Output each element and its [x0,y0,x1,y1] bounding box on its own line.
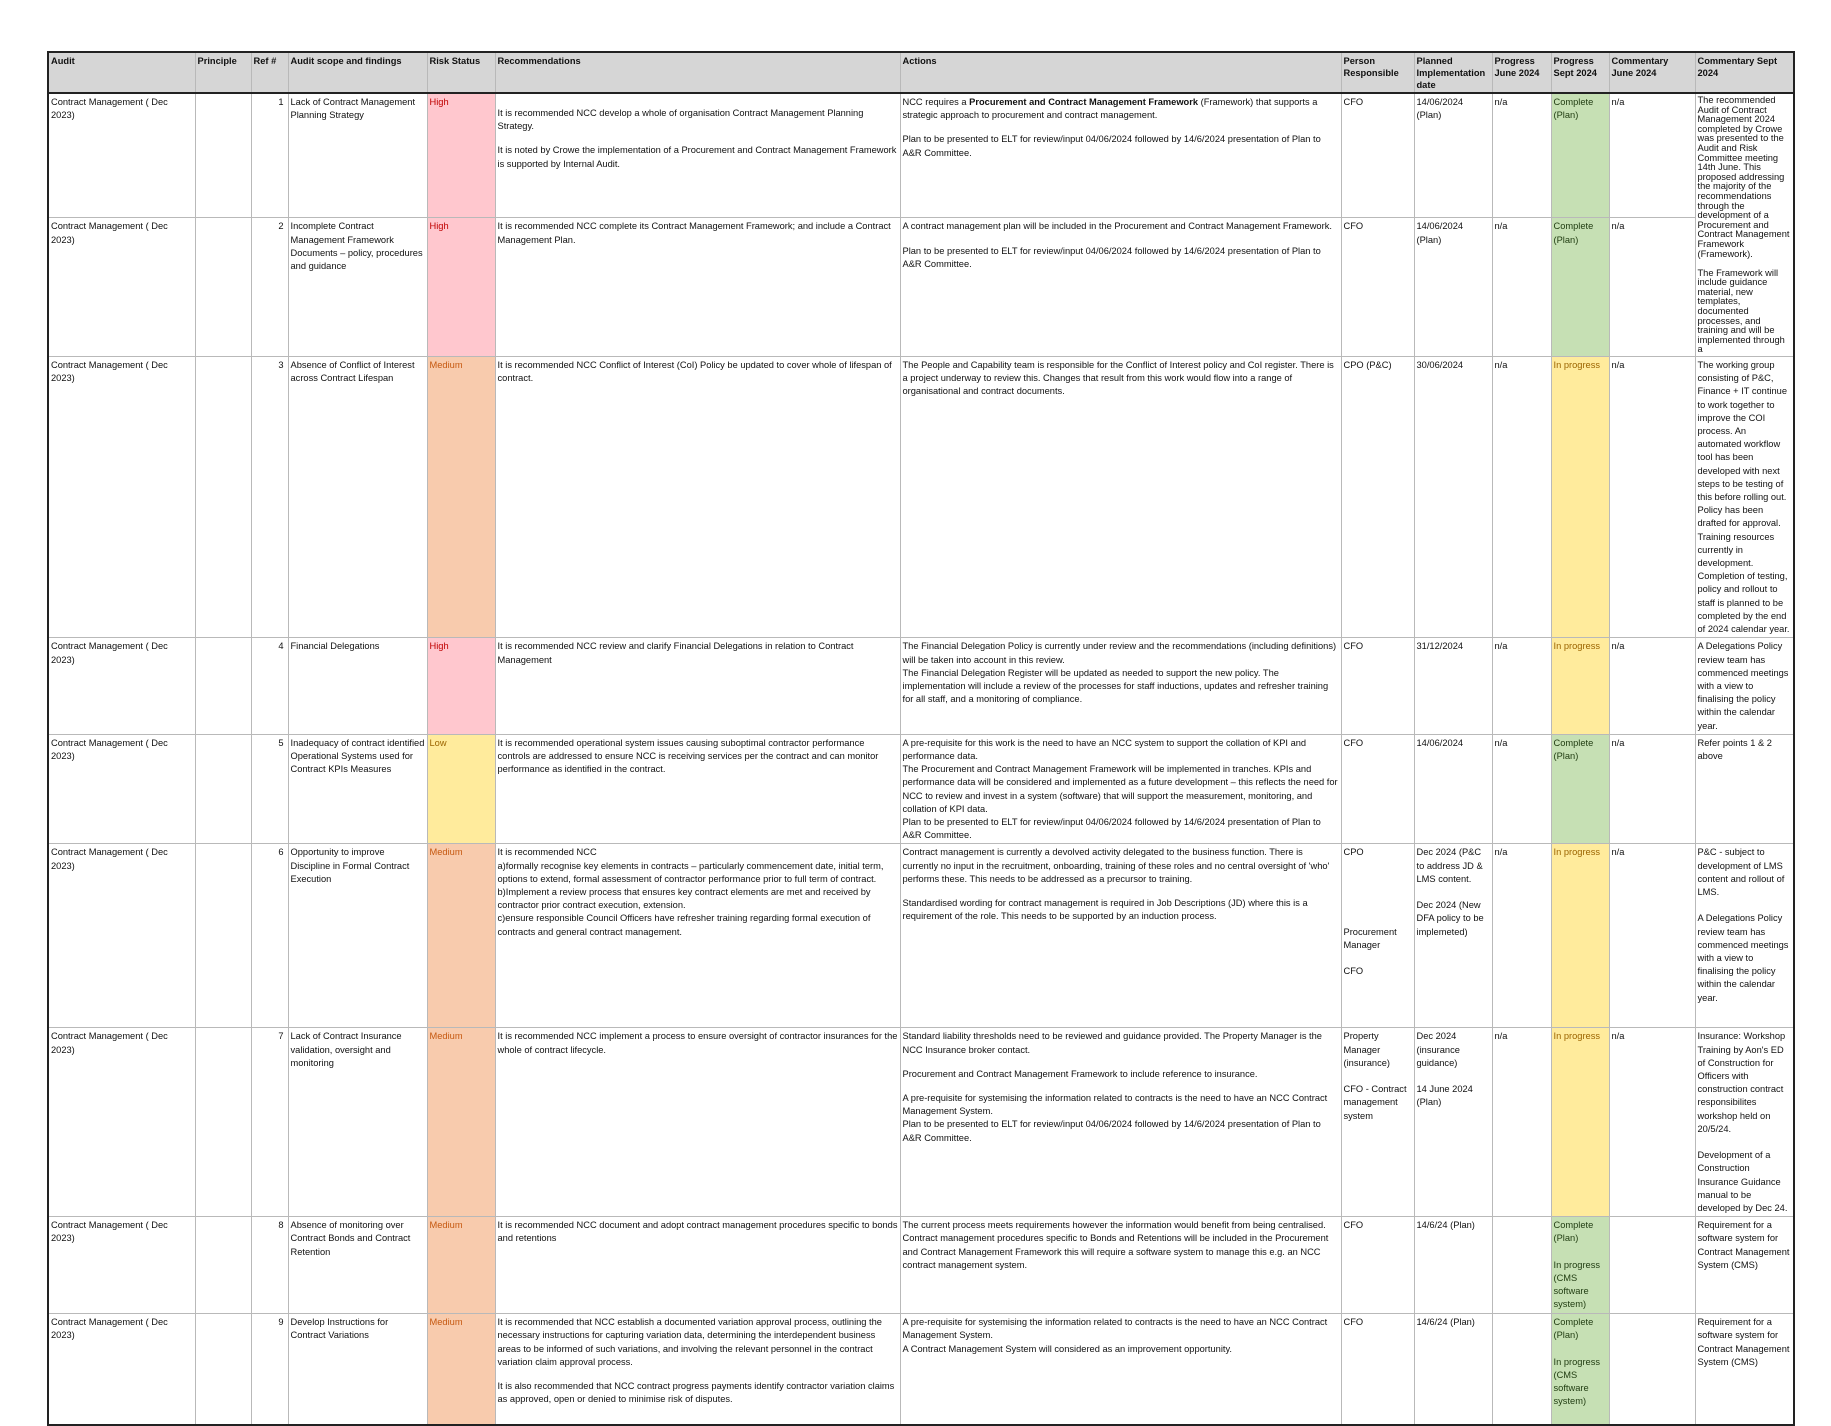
cell-progress-sept[interactable]: Complete (Plan) [1551,218,1609,357]
action-paragraph: Plan to be presented to ELT for review/input 04/06/2024 followed by 14/6/2024 presentation of Plan to A&R Committee. [902,245,1321,269]
cell-commentary-june[interactable]: n/a [1609,218,1695,357]
table-row [48,734,1794,844]
cell-risk-status[interactable]: Medium [427,1028,495,1217]
cell-commentary-june[interactable]: n/a [1609,357,1695,638]
cell-risk-status[interactable]: High [427,93,495,218]
action-paragraph: The Financial Delegation Policy is currently under review and the recommendations (including definitions) will be taken into account in this review. The Financial Delegation Register will be updated as needed to support the new policy. The implementation will include a review of the processes for staff inductions, updates and refresher training for all staff, and a monitoring of compliance. [902,641,1337,705]
cell-audit[interactable]: Contract Management ( Dec 2023) [48,1028,195,1217]
recommendation-paragraph: It is recommended NCC review and clarify Financial Delegations in relation to Contract Management [497,641,854,665]
cell-actions[interactable] [900,638,1341,734]
recommendation-paragraph: It is recommended NCC develop a whole of organisation Contract Management Planning Strategy. [497,108,864,132]
cell-progress-sept[interactable]: Complete (Plan) [1551,734,1609,844]
cell-scope[interactable]: Incomplete Contract Management Framework Documents – policy, procedures and guidance [288,218,427,357]
cell-audit[interactable]: Contract Management ( Dec 2023) [48,844,195,1028]
col-header-progress-june[interactable]: Progress June 2024 [1492,52,1551,93]
cell-planned-date[interactable]: 30/06/2024 [1414,357,1492,638]
cell-scope[interactable]: Financial Delegations [288,638,427,734]
table-row [48,1028,1794,1217]
audit-tracker-table [47,51,1795,1426]
cell-commentary-june[interactable]: n/a [1609,844,1695,1028]
cell-commentary-sept[interactable]: The working group consisting of P&C, Finance + IT continue to work together to improve the COI process. An automated workflow tool has been developed with next steps to be testing of this before rolling out. Policy has been drafted for approval. Training resources currently in development. Completion of testing, policy and rollout to staff is planned to be completed by the end of 2024 calendar year. [1695,357,1794,638]
cell-principle[interactable] [195,638,251,734]
cell-recommendations[interactable] [495,1028,900,1217]
cell-ref[interactable]: 1 [251,93,288,218]
recommendation-paragraph: It is recommended NCC a)formally recognise key elements in contracts – particularly commencement date, initial term, options to extend, formal assessment of contractor performance prior to full term of contract. b)Implement a review process that ensures key contract elements are met and received by contractor prior contract execution, extension. c)ensure responsible Council Officers have refresher training regarding formal execution of contracts and general contract management. [497,847,884,937]
col-header-progress-sept[interactable]: Progress Sept 2024 [1551,52,1609,93]
cell-principle[interactable] [195,1314,251,1425]
cell-audit[interactable]: Contract Management ( Dec 2023) [48,357,195,638]
cell-recommendations[interactable] [495,218,900,357]
cell-actions[interactable] [900,844,1341,1028]
cell-risk-status[interactable]: Low [427,734,495,844]
action-paragraph [903,96,1339,122]
header-row [48,52,1794,93]
cell-progress-sept[interactable]: In progress [1551,1028,1609,1217]
cell-recommendations[interactable] [495,1217,900,1314]
cell-principle[interactable] [195,844,251,1028]
action-paragraph: A pre-requisite for systemising the information related to contracts is the need to have an NCC Contract Management System. Plan to be presented to ELT for review/input 04/06/2024 followed by 14/6/2024 presentation of Plan to A&R Committee. [902,1092,1328,1143]
recommendation-paragraph: It is recommended operational system issues causing suboptimal contractor performance controls are addressed to ensure NCC is receiving services per the contract and can monitor performance as identified in the contract. [497,737,879,775]
cell-recommendations[interactable] [495,1314,900,1425]
cell-commentary-sept[interactable]: Requirement for a software system for Contract Management System (CMS) [1695,1217,1794,1314]
cell-principle[interactable] [195,1028,251,1217]
cell-ref[interactable]: 8 [251,1217,288,1314]
col-header-risk[interactable]: Risk Status [427,52,495,93]
col-header-person[interactable]: Person Responsible [1341,52,1414,93]
cell-progress-sept[interactable]: In progress [1551,844,1609,1028]
col-header-principle[interactable]: Principle [195,52,251,93]
cell-scope[interactable]: Absence of monitoring over Contract Bonds and Contract Retention [288,1217,427,1314]
col-header-recommendations[interactable]: Recommendations [495,52,900,93]
cell-ref[interactable]: 9 [251,1314,288,1425]
cell-person[interactable]: CPO Procurement Manager CFO [1341,844,1414,1028]
table-row [48,1314,1794,1425]
cell-scope[interactable]: Absence of Conflict of Interest across Contract Lifespan [288,357,427,638]
col-header-ref[interactable]: Ref # [251,52,288,93]
recommendation-paragraph: It is recommended NCC Conflict of Interest (CoI) Policy be updated to cover whole of lifespan of contract. [497,360,892,384]
cell-person[interactable]: CFO [1341,218,1414,357]
cell-scope[interactable]: Opportunity to improve Discipline in Formal Contract Execution [288,844,427,1028]
cell-progress-sept[interactable]: Complete (Plan) In progress (CMS software system) [1551,1217,1609,1314]
cell-actions[interactable] [900,357,1341,638]
cell-audit[interactable]: Contract Management ( Dec 2023) [48,734,195,844]
recommendation-paragraph: It is recommended NCC implement a process to ensure oversight of contractor insurances for the whole of contract lifecycle. [497,1031,898,1055]
recommendation-paragraph: It is recommended NCC complete its Contract Management Framework; and include a Contract Management Plan. [497,221,891,245]
cell-recommendations[interactable] [495,844,900,1028]
cell-commentary-june[interactable]: n/a [1609,638,1695,734]
cell-actions[interactable] [900,734,1341,844]
cell-commentary-sept[interactable]: A Delegations Policy review team has commenced meetings with a view to finalising the policy within the calendar year. [1695,638,1794,734]
cell-progress-sept[interactable]: In progress [1551,638,1609,734]
cell-scope[interactable]: Develop Instructions for Contract Variations [288,1314,427,1425]
table-row [48,357,1794,638]
action-bold-text: Procurement and Contract Management Framework [969,97,1199,107]
action-paragraph: Standardised wording for contract management is required in Job Descriptions (JD) where this is a requirement of the role. This needs to be supported by an induction process. [902,897,1308,922]
cell-person[interactable]: CFO [1341,638,1414,734]
cell-progress-sept[interactable]: In progress [1551,357,1609,638]
table-row [48,93,1794,218]
cell-risk-status[interactable]: Medium [427,844,495,1028]
cell-planned-date[interactable]: Dec 2024 (P&C to address JD & LMS content. Dec 2024 (New DFA policy to be implemeted) [1414,844,1492,1028]
action-paragraph: A contract management plan will be included in the Procurement and Contract Management Framework. [902,221,1332,232]
action-text: (Framework) that supports a strategic approach to procurement and contract management. [902,97,1318,121]
cell-person[interactable]: CFO [1341,1314,1414,1425]
cell-planned-date[interactable]: 14/06/2024 [1414,734,1492,844]
cell-progress-june[interactable]: n/a [1492,1028,1551,1217]
table-row [48,638,1794,734]
cell-risk-status[interactable]: Medium [427,1314,495,1425]
cell-principle[interactable] [195,357,251,638]
cell-commentary-sept[interactable]: Requirement for a software system for Contract Management System (CMS) [1695,1314,1794,1425]
action-paragraph: The People and Capability team is responsible for the Conflict of Interest policy and CoI register. There is a project underway to review this. Changes that result from this work would flow into a range of organisational and contract documents. [902,360,1334,397]
cell-audit[interactable]: Contract Management ( Dec 2023) [48,93,195,218]
cell-planned-date[interactable]: 14/6/24 (Plan) [1414,1217,1492,1314]
cell-person[interactable]: CPO (P&C) [1341,357,1414,638]
cell-commentary-sept[interactable]: P&C - subject to development of LMS content and rollout of LMS. A Delegations Policy review team has commenced meetings with a view to finalising the policy within the calendar year. [1695,844,1794,1028]
cell-progress-june[interactable]: n/a [1492,734,1551,844]
cell-ref[interactable]: 3 [251,357,288,638]
cell-ref[interactable]: 7 [251,1028,288,1217]
cell-commentary-june[interactable] [1609,1314,1695,1425]
cell-commentary-june[interactable] [1609,1217,1695,1314]
cell-risk-status[interactable]: Medium [427,1217,495,1314]
cell-risk-status[interactable]: Medium [427,357,495,638]
cell-recommendations[interactable] [495,357,900,638]
cell-person[interactable]: CFO [1341,93,1414,218]
cell-scope[interactable]: Lack of Contract Management Planning Strategy [288,93,427,218]
cell-commentary-sept[interactable]: Refer points 1 & 2 above [1695,734,1794,844]
cell-risk-status[interactable]: High [427,218,495,357]
action-paragraph: A pre-requisite for systemising the information related to contracts is the need to have an NCC Contract Management System. A Contract Management System will considered as an improvement opportunity. [902,1317,1328,1354]
col-header-planned[interactable]: Planned Implementation date [1414,52,1492,93]
cell-actions[interactable] [900,218,1341,357]
cell-audit[interactable]: Contract Management ( Dec 2023) [48,218,195,357]
col-header-audit[interactable]: Audit [48,52,195,93]
action-paragraph: Standard liability thresholds need to be reviewed and guidance provided. The Property Manager is the NCC Insurance broker contact. [902,1031,1322,1055]
cell-ref[interactable]: 2 [251,218,288,357]
cell-recommendations[interactable] [495,734,900,844]
cell-actions[interactable] [900,93,1341,218]
cell-actions[interactable] [900,1028,1341,1217]
cell-progress-june[interactable] [1492,1314,1551,1425]
cell-person[interactable]: CFO [1341,734,1414,844]
recommendation-paragraph: It is noted by Crowe the implementation of a Procurement and Contract Management Framework is supported by Internal Audit. [497,145,897,169]
cell-progress-sept[interactable]: Complete (Plan) In progress (CMS software system) [1551,1314,1609,1425]
cell-audit[interactable]: Contract Management ( Dec 2023) [48,1314,195,1425]
cell-progress-june[interactable]: n/a [1492,357,1551,638]
cell-commentary-june[interactable]: n/a [1609,1028,1695,1217]
action-text: NCC requires a [902,97,970,107]
cell-planned-date[interactable]: 14/6/24 (Plan) [1414,1314,1492,1425]
cell-progress-june[interactable]: n/a [1492,638,1551,734]
cell-person[interactable]: CFO [1341,1217,1414,1314]
recommendation-paragraph: It is also recommended that NCC contract progress payments identify contractor variation claims as approved, open or denied to minimise risk of disputes. [497,1381,895,1405]
cell-progress-june[interactable] [1492,1217,1551,1314]
cell-ref[interactable]: 5 [251,734,288,844]
action-paragraph: Contract management is currently a devolved activity delegated to the business function. There is currently no input in the recruitment, onboarding, training of these roles and no central oversight of 'who' performs these. This needs to be addressed as a precursor to training. [902,847,1330,884]
cell-planned-date[interactable]: 14/06/2024 (Plan) [1414,93,1492,218]
cell-progress-june[interactable]: n/a [1492,844,1551,1028]
cell-actions[interactable] [900,1217,1341,1314]
table-row [48,218,1794,357]
table-row [48,844,1794,1028]
recommendation-paragraph: It is recommended that NCC establish a documented variation approval process, outlining the necessary instructions for capturing variation data, determining the interdependent business areas to be informed of such variations, and involving the relevant personnel in the contract variation claim approval process. [497,1317,882,1367]
cell-principle[interactable] [195,218,251,357]
cell-commentary-june[interactable]: n/a [1609,93,1695,218]
cell-principle[interactable] [195,93,251,218]
action-paragraph: Procurement and Contract Management Framework to include reference to insurance. [902,1068,1258,1079]
cell-person[interactable]: Property Manager (insurance) CFO - Contract management system [1341,1028,1414,1217]
action-paragraph: The current process meets requirements however the information would benefit from being centralised. Contract management procedures specific to Bonds and Retentions will be included in the Procurement and Contract Management Framework this will require a software system to manage this e.g. an NCC contract management system. [902,1220,1329,1270]
cell-recommendations[interactable] [495,638,900,734]
cell-principle[interactable] [195,734,251,844]
col-header-commentary-june[interactable]: Commentary June 2024 [1609,52,1695,93]
cell-scope[interactable]: Inadequacy of contract identified Operational Systems used for Contract KPIs Measures [288,734,427,844]
cell-planned-date[interactable]: 14/06/2024 (Plan) [1414,218,1492,357]
col-header-scope[interactable]: Audit scope and findings [288,52,427,93]
action-paragraph: A pre-requisite for this work is the need to have an NCC system to support the collation of KPI and performance data. The Procurement and Contract Management Framework will be implemented in tranches. KPIs and performance data will be considered and implemented as a future development – this reflects the need for NCC to review and invest in a system (software) that will support the measurement, monitoring, and collation of KPI data. Plan to be presented to ELT for review/input 04/06/2024 followed by 14/6/2024 presentation of Plan to A&R Committee. [902,737,1338,841]
col-header-commentary-sept[interactable]: Commentary Sept 2024 [1695,52,1794,93]
cell-commentary-sept[interactable]: Insurance: Workshop Training by Aon's ED of Construction for Officers with construction contract responsibilites workshop held on 20/5/24. Development of a Construction Insurance Guidance manual to be developed by Dec 24. [1695,1028,1794,1217]
cell-progress-june[interactable]: n/a [1492,93,1551,218]
cell-actions[interactable] [900,1314,1341,1425]
cell-progress-june[interactable]: n/a [1492,218,1551,357]
cell-audit[interactable]: Contract Management ( Dec 2023) [48,1217,195,1314]
table-row [48,1217,1794,1314]
recommendation-paragraph: It is recommended NCC document and adopt contract management procedures specific to bonds and retentions [497,1220,898,1244]
col-header-actions[interactable]: Actions [900,52,1341,93]
cell-progress-sept[interactable]: Complete (Plan) [1551,93,1609,218]
cell-ref[interactable]: 4 [251,638,288,734]
cell-audit[interactable]: Contract Management ( Dec 2023) [48,638,195,734]
cell-ref[interactable]: 6 [251,844,288,1028]
cell-principle[interactable] [195,1217,251,1314]
action-paragraph: Plan to be presented to ELT for review/input 04/06/2024 followed by 14/6/2024 presentation of Plan to A&R Committee. [902,134,1321,158]
cell-risk-status[interactable]: High [427,638,495,734]
cell-scope[interactable]: Lack of Contract Insurance validation, oversight and monitoring [288,1028,427,1217]
cell-commentary-sept[interactable]: The recommended Audit of Contract Management 2024 completed by Crowe was presented to the Audit and Risk Committee meeting 14th June. This proposed addressing the majority of the recommendations through the development of a Procurement and Contract Management Framework (Framework). The Framework will include guidance material, new templates, documented processes, and training and will be implemented through a [1695,93,1794,357]
cell-recommendations[interactable] [495,93,900,218]
cell-planned-date[interactable]: 31/12/2024 [1414,638,1492,734]
cell-planned-date[interactable]: Dec 2024 (insurance guidance) 14 June 2024 (Plan) [1414,1028,1492,1217]
cell-commentary-june[interactable]: n/a [1609,734,1695,844]
